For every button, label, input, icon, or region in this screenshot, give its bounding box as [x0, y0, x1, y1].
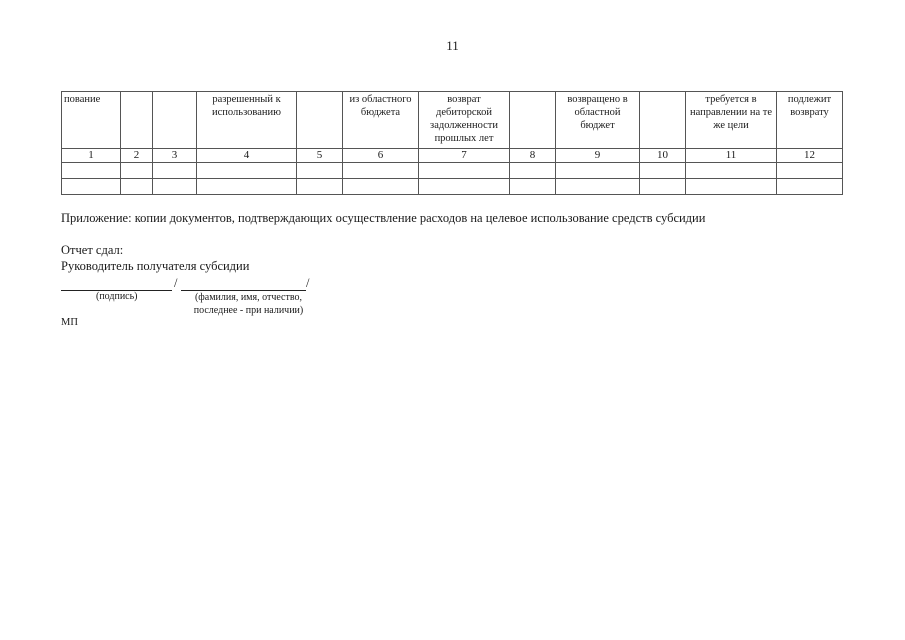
header-cell: [510, 92, 556, 149]
report-table: [61, 91, 843, 195]
column-number: 7: [419, 149, 510, 163]
header-cell: требуется в направлении на те же цели: [686, 92, 777, 149]
table-cell: [197, 179, 297, 195]
column-number: 10: [640, 149, 686, 163]
table-cell: [510, 163, 556, 179]
table-cell: [510, 179, 556, 195]
table-cell: [640, 179, 686, 195]
header-cell: возвращено в областной бюджет: [556, 92, 640, 149]
table-cell: [419, 163, 510, 179]
column-number: 3: [153, 149, 197, 163]
table-cell: [121, 163, 153, 179]
table-cell: [556, 179, 640, 195]
table-cell: [343, 179, 419, 195]
header-cell: [640, 92, 686, 149]
table-cell: [153, 163, 197, 179]
column-number: 12: [777, 149, 843, 163]
table-cell: [121, 179, 153, 195]
table-cell: [419, 179, 510, 195]
page-number: 11: [446, 38, 459, 53]
table-cell: [343, 163, 419, 179]
column-number: 11: [686, 149, 777, 163]
header-cell: разрешенный к использованию: [197, 92, 297, 149]
table-cell: [777, 179, 843, 195]
stamp-place-label: МП: [61, 317, 78, 328]
report-submitted-label: Отчет сдал:: [61, 243, 124, 257]
header-cell: [153, 92, 197, 149]
column-number: 8: [510, 149, 556, 163]
column-number: 9: [556, 149, 640, 163]
table-cell: [62, 163, 121, 179]
header-cell: [121, 92, 153, 149]
table-cell: [297, 163, 343, 179]
recipient-head-label: Руководитель получателя субсидии: [61, 259, 250, 273]
name-caption-line: последнее - при наличии): [193, 305, 304, 316]
column-number: 6: [343, 149, 419, 163]
table-row: [62, 179, 843, 195]
separator-slash: /: [306, 276, 310, 290]
header-cell: подлежит возврату: [777, 92, 843, 149]
table-header-row: [62, 92, 843, 149]
signature-caption: (подпись): [96, 291, 138, 302]
column-number: 2: [121, 149, 153, 163]
header-cell: [297, 92, 343, 149]
table-cell: [640, 163, 686, 179]
header-cell: возврат дебиторской задолженности прошлых лет: [419, 92, 510, 149]
table-cell: [686, 163, 777, 179]
table-cell: [62, 179, 121, 195]
header-cell: пование: [62, 92, 121, 149]
table-cell: [197, 163, 297, 179]
name-caption: [186, 291, 311, 317]
appendix-note: Приложение: копии документов, подтверждающих осуществление расходов на целевое использование средств субсидии: [61, 211, 706, 225]
table-cell: [297, 179, 343, 195]
table-cell: [777, 163, 843, 179]
table-row: [62, 163, 843, 179]
separator-slash: /: [174, 276, 178, 290]
column-number: 5: [297, 149, 343, 163]
table-cell: [686, 179, 777, 195]
header-cell: из областного бюджета: [343, 92, 419, 149]
name-caption-line: (фамилия, имя, отчество,: [194, 292, 303, 303]
table-cell: [556, 163, 640, 179]
column-number: 1: [62, 149, 121, 163]
column-number: 4: [197, 149, 297, 163]
table-cell: [153, 179, 197, 195]
column-number-row: [62, 149, 843, 163]
